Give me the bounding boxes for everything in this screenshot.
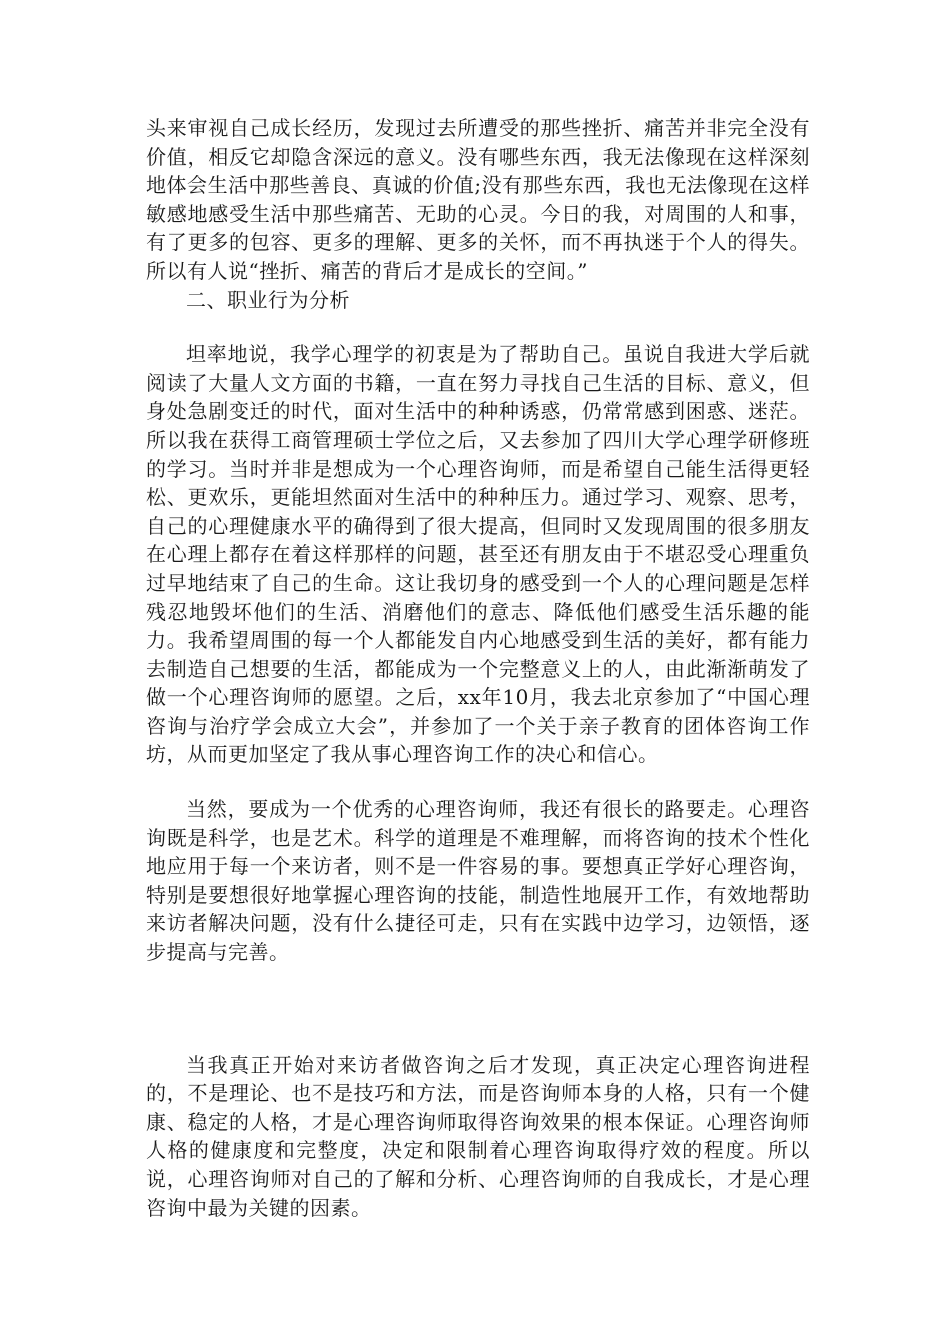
paragraph-personality: 当我真正开始对来访者做咨询之后才发现，真正决定心理咨询进程的，不是理论、也不是技巧和方法，而是咨询师本身的人格，只有一个健康、稳定的人格，才是心理咨询师取得咨询效果的根本保证。心理咨询师人格的健康度和完整度，决定和限制着心理咨询取得疗效的程度。所以说，心理咨询师对自己的了解和分析、心理咨询师的自我成长，才是心理咨询中最为关键的因素。	[146, 1052, 810, 1220]
paragraph-path-ahead: 当然，要成为一个优秀的心理咨询师，我还有很长的路要走。心理咨询既是科学，也是艺术。科学的道理是不难理解，而将咨询的技术个性化地应用于每一个来访者，则不是一件容易的事。要想真正学好心理咨询，特别是要想很好地掌握心理咨询的技能，制造性地展开工作，有效地帮助来访者解决问题，没有什么捷径可走，只有在实践中边学习，边领悟，逐步提高与完善。	[146, 797, 810, 965]
document-page	[146, 114, 810, 1222]
paragraph-motivation: 坦率地说，我学心理学的初衷是为了帮助自己。虽说自我进大学后就阅读了大量人文方面的书籍，一直在努力寻找自己生活的目标、意义，但身处急剧变迁的时代，面对生活中的种种诱惑，仍常常感到困惑、迷茫。所以我在获得工商管理硕士学位之后，又去参加了四川大学心理学研修班的学习。当时并非是想成为一个心理咨询师，而是希望自己能生活得更轻松、更欢乐，更能坦然面对生活中的种种压力。通过学习、观察、思考，自己的心理健康水平的确得到了很大提高，但同时又发现周围的很多朋友在心理上都存在着这样那样的问题，甚至还有朋友由于不堪忍受心理重负过早地结束了自己的生命。这让我切身的感受到一个人的心理问题是怎样残忍地毁坏他们的生活、消磨他们的意志、降低他们感受生活乐趣的能力。我希望周围的每一个人都能发自内心地感受到生活的美好，都有能力去制造自己想要的生活，都能成为一个完整意义上的人，由此渐渐萌发了做一个心理咨询师的愿望。之后，xx年10月，我去北京参加了“中国心理咨询与治疗学会成立大会”，并参加了一个关于亲子教育的团体咨询工作坊，从而更加坚定了我从事心理咨询工作的决心和信心。	[146, 342, 810, 767]
paragraph-continuation: 头来审视自己成长经历，发现过去所遭受的那些挫折、痛苦并非完全没有价值，相反它却隐含深远的意义。没有哪些东西，我无法像现在这样深刻地体会生活中那些善良、真诚的价值;没有那些东西，我也无法像现在这样敏感地感受生活中那些痛苦、无助的心灵。今日的我，对周围的人和事，有了更多的包容、更多的理解、更多的关怀，而不再执迷于个人的得失。所以有人说“挫折、痛苦的背后才是成长的空间。”	[146, 116, 810, 283]
section-heading: 二、职业行为分析	[186, 287, 350, 312]
